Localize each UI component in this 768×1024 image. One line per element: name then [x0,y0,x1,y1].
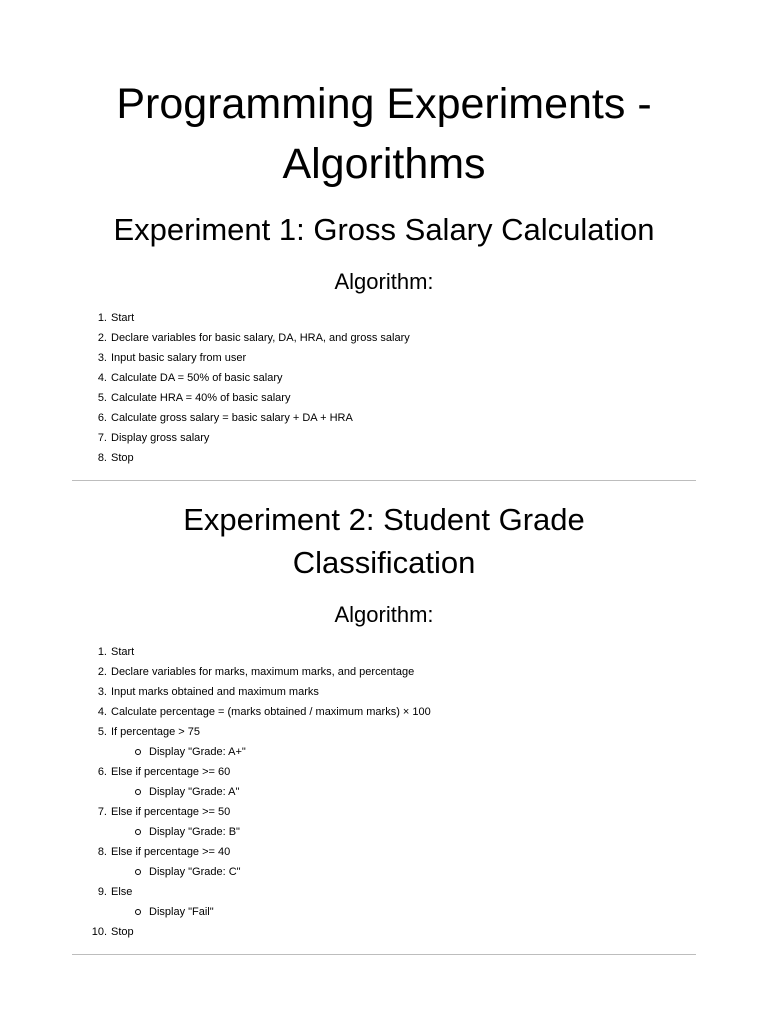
step-text: Input marks obtained and maximum marks [111,686,319,698]
sub-step-text: Display "Fail" [149,906,214,918]
step-text: Stop [111,452,134,464]
experiment1-title: Experiment 1: Gross Salary Calculation [113,212,655,247]
step-text: Stop [111,926,134,938]
step-number: 7. [97,806,107,818]
step-item [70,428,410,448]
sub-step-item [70,862,431,882]
experiment2-algorithm-heading: Algorithm: [334,602,434,627]
step-number: 4. [97,706,107,718]
page-title-line2: Algorithms [282,140,486,188]
experiment1-steps-list [70,308,410,468]
sub-step-text: Display "Grade: A+" [149,746,246,758]
step-item [70,682,431,702]
step-number: 2. [97,666,107,678]
step-text: Declare variables for basic salary, DA, HRA, and gross salary [111,332,410,344]
step-number: 9. [97,886,107,898]
step-item [70,388,410,408]
experiment2-title-line2: Classification [292,545,476,580]
sub-step-text: Display "Grade: B" [149,826,240,838]
step-number: 10. [91,926,107,938]
step-item [70,368,410,388]
step-item [70,448,410,468]
step-item [70,842,431,862]
experiment2-title-line1: Experiment 2: Student Grade [183,502,585,537]
step-number: 4. [97,372,107,384]
experiment2-title [60,498,708,584]
step-item [70,642,431,662]
step-number: 2. [97,332,107,344]
step-item [70,328,410,348]
step-number: 8. [97,452,107,464]
step-text: If percentage > 75 [111,726,200,738]
step-item [70,922,431,942]
step-item [70,408,410,428]
section-divider [72,480,696,481]
step-text: Display gross salary [111,432,210,444]
experiment2-steps-list [70,642,431,942]
sub-step-item [70,742,431,762]
step-item [70,702,431,722]
step-text: Calculate DA = 50% of basic salary [111,372,283,384]
sub-step-item [70,822,431,842]
hollow-bullet-icon [135,789,141,795]
step-text: Else if percentage >= 50 [111,806,231,818]
hollow-bullet-icon [135,869,141,875]
page-title [40,74,728,194]
step-item [70,308,410,328]
experiment1-algorithm-heading: Algorithm: [334,269,434,294]
step-text: Else if percentage >= 40 [111,846,231,858]
step-number: 1. [97,646,107,658]
hollow-bullet-icon [135,829,141,835]
step-number: 7. [97,432,107,444]
step-number: 8. [97,846,107,858]
step-text: Else [111,886,133,898]
step-text: Calculate HRA = 40% of basic salary [111,392,291,404]
step-item [70,882,431,902]
step-item [70,762,431,782]
sub-step-item [70,782,431,802]
step-text: Start [111,646,135,658]
step-text: Calculate percentage = (marks obtained / maximum marks) × 100 [111,706,431,718]
page-title-line1: Programming Experiments - [116,80,652,128]
step-text: Declare variables for marks, maximum marks, and percentage [111,666,415,678]
step-text: Input basic salary from user [111,352,247,364]
step-text: Calculate gross salary = basic salary + DA + HRA [111,412,353,424]
step-number: 6. [97,766,107,778]
step-number: 1. [97,312,107,324]
hollow-bullet-icon [135,909,141,915]
hollow-bullet-icon [135,749,141,755]
step-number: 3. [97,352,107,364]
sub-step-item [70,902,431,922]
step-item [70,662,431,682]
step-text: Else if percentage >= 60 [111,766,231,778]
step-number: 3. [97,686,107,698]
sub-step-text: Display "Grade: C" [149,866,241,878]
step-item [70,722,431,742]
step-text: Start [111,312,135,324]
section-divider [72,954,696,955]
step-item [70,348,410,368]
step-number: 6. [97,412,107,424]
step-number: 5. [97,726,107,738]
step-item [70,802,431,822]
step-number: 5. [97,392,107,404]
sub-step-text: Display "Grade: A" [149,786,240,798]
